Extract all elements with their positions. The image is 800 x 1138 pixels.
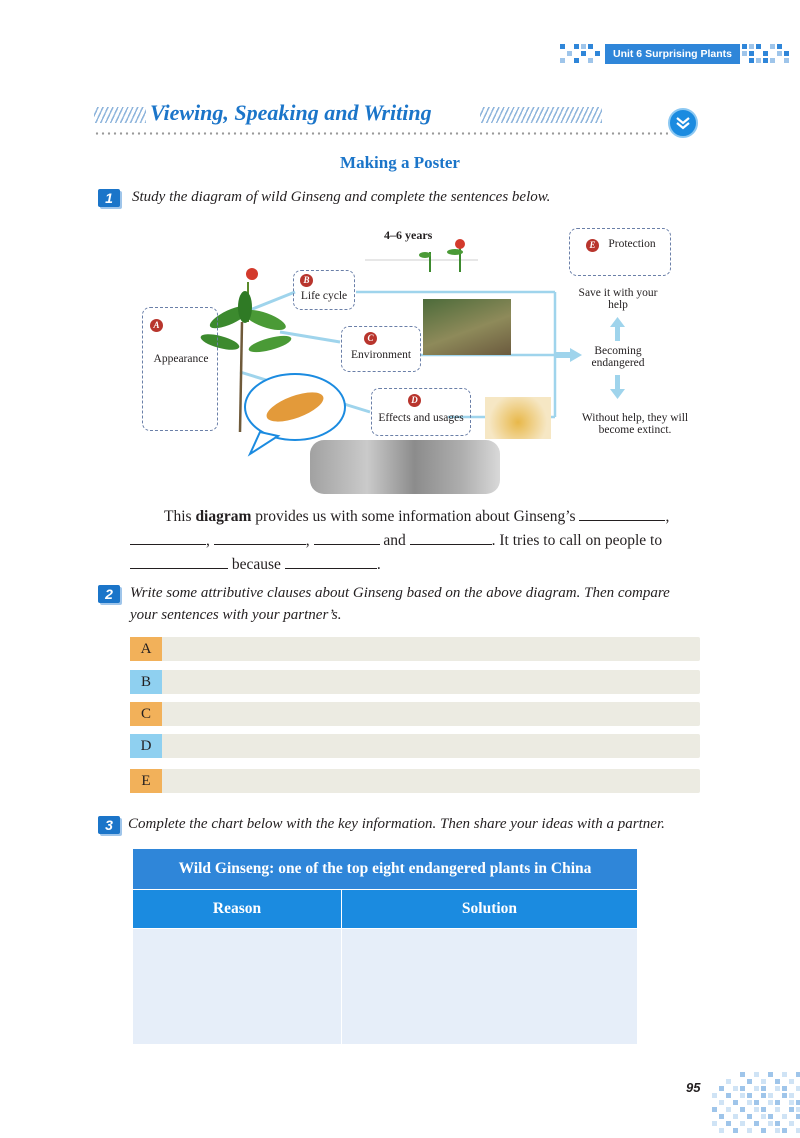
- comma-2: ,: [206, 532, 210, 549]
- blank-2[interactable]: [130, 544, 206, 545]
- letter-e-marker: E: [586, 239, 599, 252]
- ginseng-product-photo: [485, 397, 551, 439]
- exercise-3-instruction: Complete the chart below with the key information. Then share your ideas with a partner.: [128, 816, 665, 832]
- paragraph-line-2: [130, 529, 705, 553]
- forest-stump-photo: [423, 299, 511, 355]
- reason-cell[interactable]: [133, 929, 342, 1045]
- save-it-label: Save it with your help: [578, 287, 658, 311]
- answer-row-d[interactable]: [130, 734, 700, 758]
- becoming-endangered-label: Becoming endangered: [591, 345, 645, 369]
- table-title: Wild Ginseng: one of the top eight endangered plants in China: [133, 849, 638, 890]
- unit-header-label: Unit 6 Surprising Plants: [605, 44, 740, 64]
- exercise-2-badge: 2: [98, 585, 120, 603]
- header-checker-pattern-right: [742, 44, 789, 63]
- paragraph-text-start: This: [164, 508, 196, 525]
- endangered-chart-table: [132, 848, 638, 1045]
- row-label-e: E: [130, 769, 162, 793]
- effects-usages-label: Effects and usages: [378, 412, 464, 424]
- and-word: and: [383, 532, 406, 549]
- footer-checker-pattern: [712, 1072, 800, 1133]
- exercise-1-paragraph: [130, 505, 705, 577]
- paragraph-line-1: [130, 505, 705, 529]
- column-header-reason: Reason: [133, 890, 342, 929]
- solution-cell[interactable]: [342, 929, 638, 1045]
- exercise-3-badge: 3: [98, 816, 120, 834]
- row-label-c: C: [130, 702, 162, 726]
- comma-3: ,: [305, 532, 310, 549]
- exercise-1-badge: 1: [98, 189, 120, 207]
- comma-1: ,: [665, 508, 670, 525]
- section-title: Viewing, Speaking and Writing: [150, 100, 432, 125]
- appearance-label: Appearance: [153, 353, 209, 365]
- blank-6[interactable]: [130, 568, 228, 569]
- environment-label: Environment: [350, 349, 412, 361]
- ginseng-diagram: [130, 222, 700, 497]
- title-hatch-right: [480, 107, 602, 123]
- exercise-2-instruction-line-2: your sentences with your partner’s.: [130, 607, 342, 623]
- exercise-1-instruction: Study the diagram of wild Ginseng and complete the sentences below.: [132, 189, 551, 205]
- letter-b-marker: B: [300, 274, 313, 287]
- page-number: 95: [686, 1080, 701, 1095]
- blank-4[interactable]: [314, 544, 380, 545]
- chevron-down-icon: [668, 108, 698, 138]
- paragraph-text-mid: provides us with some information about Ginseng’s: [251, 508, 576, 525]
- answer-row-b[interactable]: [130, 670, 700, 694]
- answer-row-e[interactable]: [130, 769, 700, 793]
- answer-row-c[interactable]: [130, 702, 700, 726]
- years-label: 4–6 years: [384, 228, 433, 242]
- header-checker-pattern: [560, 44, 600, 63]
- letter-d-marker: D: [408, 394, 421, 407]
- protection-label: Protection: [608, 238, 656, 250]
- section-subtitle: Making a Poster: [340, 153, 460, 172]
- row-label-a: A: [130, 637, 162, 661]
- exercise-2-instruction-line-1: Write some attributive clauses about Ginseng based on the above diagram. Then compare: [130, 585, 670, 601]
- blank-7[interactable]: [285, 568, 377, 569]
- letter-c-marker: C: [364, 332, 377, 345]
- paragraph-line-3: [130, 553, 705, 577]
- final-period: .: [376, 556, 381, 573]
- blank-5[interactable]: [410, 544, 492, 545]
- because-word: because: [231, 556, 281, 573]
- blank-3[interactable]: [214, 544, 306, 545]
- row-label-d: D: [130, 734, 162, 758]
- become-extinct-label: Without help, they will become extinct.: [581, 412, 689, 436]
- blank-1[interactable]: [579, 520, 665, 521]
- title-hatch-left: [94, 107, 146, 123]
- diagram-box-protection: [569, 228, 671, 276]
- ginseng-usage-photos: [310, 440, 500, 494]
- paragraph-bold-word: diagram: [195, 508, 252, 525]
- row-label-b: B: [130, 670, 162, 694]
- life-cycle-label: Life cycle: [300, 290, 348, 302]
- column-header-solution: Solution: [342, 890, 638, 929]
- answer-row-a[interactable]: [130, 637, 700, 661]
- call-on-text: . It tries to call on people to: [491, 532, 663, 549]
- letter-a-marker: A: [150, 319, 163, 332]
- title-dotted-divider: [94, 132, 668, 135]
